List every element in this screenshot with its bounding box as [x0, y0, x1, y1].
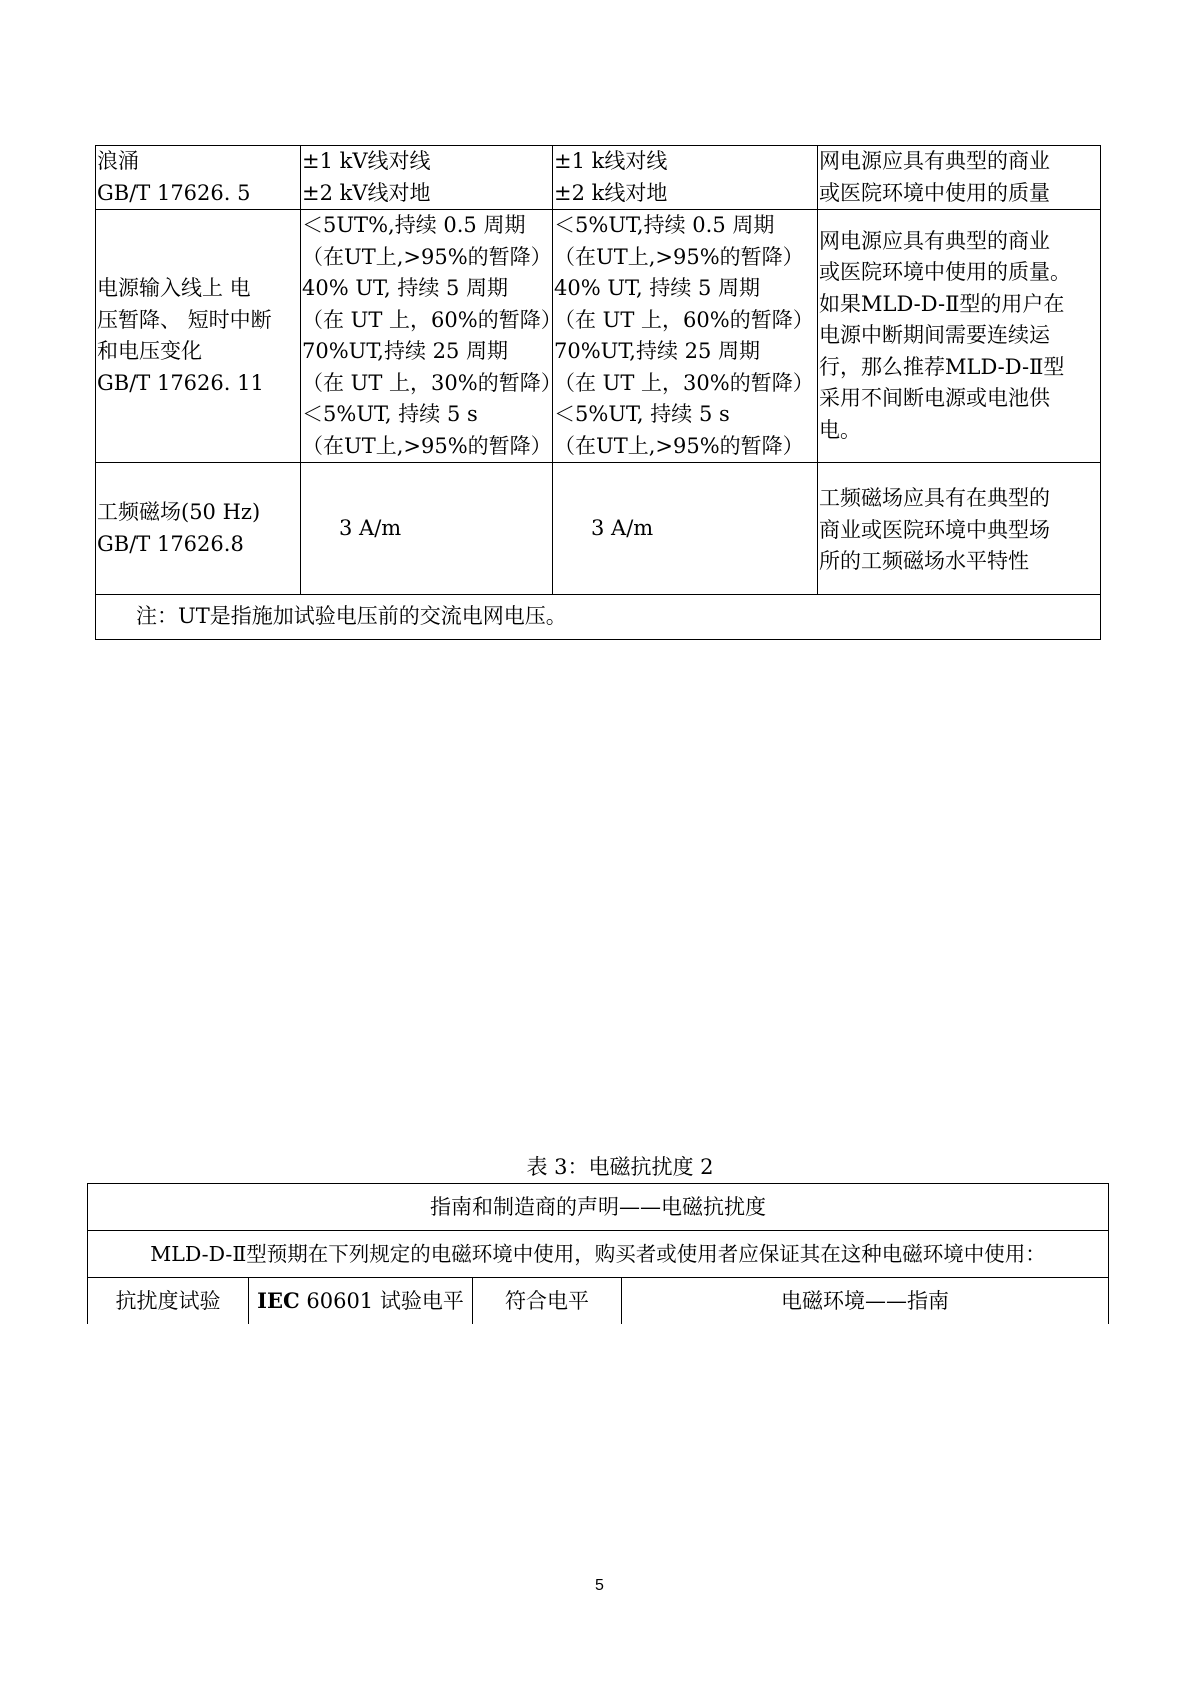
cell-line: （在UT上,>95%的暂降） [302, 244, 552, 269]
cell-test [96, 463, 301, 595]
header-iec-prefix: IEC [257, 1288, 300, 1313]
table-row-voltage-dips [96, 210, 1101, 463]
cell-line: 40% UT, 持续 5 周期 [302, 276, 509, 300]
cell-iec-level [301, 463, 553, 595]
cell-line: ±1 k线对线 [554, 149, 668, 173]
cell-line: 40% UT, 持续 5 周期 [554, 276, 761, 300]
table-row-magnetic-field [96, 463, 1101, 595]
table-note: 注：UT是指施加试验电压前的交流电网电压。 [96, 595, 1101, 640]
cell-line: 网电源应具有典型的商业 [819, 149, 1050, 173]
immunity-table-continued [95, 145, 1101, 640]
cell-compliance-level [553, 210, 818, 463]
cell-line: 电源输入线上 电 [97, 276, 251, 300]
page-number: 5 [595, 1577, 604, 1594]
cell-compliance-level [553, 146, 818, 210]
cell-line: 和电压变化 [97, 339, 202, 363]
cell-line: 采用不间断电源或电池供 [819, 386, 1050, 411]
table-statement: MLD-D-Ⅱ型预期在下列规定的电磁环境中使用，购买者或使用者应保证其在这种电磁环境中使用： [88, 1231, 1109, 1278]
cell-line: 或医院环境中使用的质量 [819, 180, 1050, 205]
cell-line: 浪涌 [97, 149, 139, 173]
cell-line: ＜5UT%,持续 0.5 周期 [302, 213, 526, 237]
cell-line: 3 A/m [591, 515, 654, 540]
table-row-surge [96, 146, 1101, 210]
cell-test [96, 210, 301, 463]
cell-line: （在 UT 上，60%的暂降） [302, 307, 562, 332]
cell-line: ＜5%UT, 持续 5 s [554, 402, 730, 426]
cell-iec-level [301, 146, 553, 210]
cell-line: ±1 kV线对线 [302, 149, 431, 173]
table-title-row [88, 1184, 1109, 1231]
cell-line: ＜5%UT, 持续 5 s [302, 402, 478, 426]
cell-line: GB/T 17626. 5 [97, 180, 251, 205]
cell-guidance [818, 146, 1101, 210]
cell-line: 如果MLD-D-Ⅱ型的用户在 [819, 291, 1065, 316]
cell-line: GB/T 17626. 11 [97, 370, 264, 395]
table-statement-row [88, 1231, 1109, 1278]
cell-test [96, 146, 301, 210]
cell-line: ±2 kV线对地 [302, 180, 431, 205]
cell-line: 商业或医院环境中典型场 [819, 517, 1050, 542]
cell-line: ±2 k线对地 [554, 180, 668, 205]
cell-line: 70%UT,持续 25 周期 [302, 339, 509, 363]
cell-line: （在UT上,>95%的暂降） [302, 433, 552, 458]
cell-line: （在UT上,>95%的暂降） [554, 433, 804, 458]
table-title: 指南和制造商的声明——电磁抗扰度 [88, 1184, 1109, 1231]
cell-line: 或医院环境中使用的质量。 [819, 260, 1071, 285]
header-compliance-level: 符合电平 [473, 1278, 622, 1325]
cell-line: 电源中断期间需要连续运 [819, 323, 1050, 348]
header-iec-level [249, 1278, 473, 1325]
cell-line: 所的工频磁场水平特性 [819, 549, 1029, 573]
cell-line: 压暂降、 短时中断 [97, 307, 272, 332]
table-header-row [88, 1278, 1109, 1325]
cell-line: （在 UT 上，30%的暂降） [554, 370, 814, 395]
cell-line: ＜5%UT,持续 0.5 周期 [554, 213, 775, 237]
cell-line: （在 UT 上，30%的暂降） [302, 370, 562, 395]
cell-compliance-level [553, 463, 818, 595]
cell-line: 网电源应具有典型的商业 [819, 228, 1050, 253]
immunity-table-2 [87, 1183, 1109, 1324]
cell-guidance [818, 463, 1101, 595]
cell-line: 行，那么推荐MLD-D-Ⅱ型 [819, 354, 1065, 379]
cell-line: （在UT上,>95%的暂降） [554, 244, 804, 269]
cell-line: 电。 [819, 417, 861, 442]
cell-line: 3 A/m [339, 515, 402, 540]
cell-line: 70%UT,持续 25 周期 [554, 339, 761, 363]
table-caption: 表 3：电磁抗扰度 2 [526, 1155, 714, 1179]
cell-line: 工频磁场应具有在典型的 [819, 486, 1050, 510]
header-environment: 电磁环境——指南 [622, 1278, 1109, 1325]
cell-line: （在 UT 上，60%的暂降） [554, 307, 814, 332]
table-row-note [96, 595, 1101, 640]
cell-iec-level [301, 210, 562, 463]
header-test: 抗扰度试验 [88, 1278, 249, 1325]
cell-guidance [818, 210, 1101, 463]
cell-line: 工频磁场(50 Hz) [97, 500, 261, 524]
cell-line: GB/T 17626.8 [97, 531, 244, 556]
header-iec-rest: 60601 试验电平 [299, 1289, 464, 1313]
